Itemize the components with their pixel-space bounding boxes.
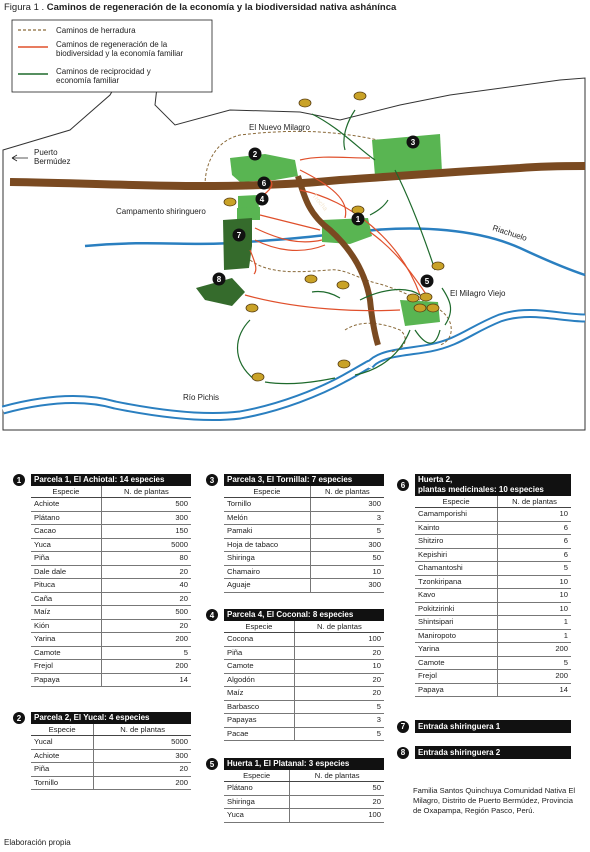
legend-herradura: Caminos de herradura (56, 26, 136, 35)
species-cell: Cocona (224, 633, 294, 647)
campamento-label: Campamento shiringuero (116, 207, 206, 216)
entrada-2-badge: 8 (397, 747, 409, 759)
species-cell: Camamporishi (415, 508, 498, 522)
house-icon (420, 293, 432, 301)
plant-count-cell: 150 (101, 525, 191, 539)
plant-count-cell: 50 (290, 782, 384, 796)
plant-count-cell: 40 (101, 579, 191, 593)
plant-count-cell: 200 (101, 660, 191, 674)
column-header-especie: Especie (224, 621, 294, 633)
legend-regeneracion-2: biodiversidad y la economía familiar (56, 49, 184, 58)
species-cell: Kavo (415, 589, 498, 603)
plant-count-cell: 14 (498, 683, 571, 697)
plant-count-cell: 5 (498, 562, 571, 576)
plant-count-cell: 3 (294, 714, 384, 728)
table-parcela-4 (206, 609, 384, 741)
nuevo-milagro-label: El Nuevo Milagro (249, 123, 310, 132)
table-row (415, 616, 571, 630)
parcel-7-shape (223, 218, 252, 270)
table-row (31, 565, 191, 579)
column-header-plantas: N. de plantas (290, 770, 384, 782)
species-cell: Piña (31, 552, 101, 566)
plant-count-cell: 10 (498, 589, 571, 603)
plant-count-cell: 6 (498, 548, 571, 562)
figure-prefix: Figura 1 . (4, 2, 45, 13)
svg-text:4: 4 (259, 195, 265, 204)
species-cell: Dale dale (31, 565, 101, 579)
house-icon (252, 373, 264, 381)
table-row (224, 673, 384, 687)
species-cell: Yuca (224, 809, 290, 823)
puerto-arrow (12, 155, 28, 161)
table-row (31, 736, 191, 750)
table-row (224, 714, 384, 728)
species-cell: Tornillo (224, 498, 310, 512)
house-icon (338, 360, 350, 368)
species-cell: Papayas (224, 714, 294, 728)
plant-count-cell: 20 (101, 565, 191, 579)
plant-count-cell: 5 (498, 656, 571, 670)
table-row (224, 646, 384, 660)
species-cell: Shintsipari (415, 616, 498, 630)
plant-count-cell: 1 (498, 616, 571, 630)
table-6-grid (415, 496, 571, 697)
house-icon (224, 198, 236, 206)
column-header-especie: Especie (31, 724, 94, 736)
species-cell: Plátano (224, 782, 290, 796)
species-cell: Pamaki (224, 525, 310, 539)
svg-text:2: 2 (252, 150, 258, 159)
species-cell: Papaya (415, 683, 498, 697)
table-row (224, 660, 384, 674)
plant-count-cell: 6 (498, 535, 571, 549)
species-cell: Shiringa (224, 552, 310, 566)
table-parcela-1 (13, 474, 191, 687)
table-row (224, 498, 384, 512)
table-row (224, 795, 384, 809)
table-huerta-2 (397, 474, 571, 697)
column-header-plantas: N. de plantas (310, 486, 384, 498)
species-cell: Chamantoshi (415, 562, 498, 576)
table-4-grid (224, 621, 384, 741)
table-row (415, 643, 571, 657)
table-row (31, 606, 191, 620)
house-icon (354, 92, 366, 100)
plant-count-cell: 5 (310, 525, 384, 539)
rio-pichis-inner (3, 314, 585, 417)
figure-title-text: Caminos de regeneración de la economía y la biodiversidad nativa ashánínca (46, 2, 397, 13)
plant-count-cell: 200 (101, 633, 191, 647)
plant-count-cell: 5000 (101, 538, 191, 552)
species-cell: Frejol (31, 660, 101, 674)
column-header-especie: Especie (224, 486, 310, 498)
table-row (224, 633, 384, 647)
legend-reciprocidad-1: Caminos de reciprocidad y (56, 67, 151, 76)
table-row (224, 727, 384, 741)
table-row (224, 565, 384, 579)
species-cell: Achiote (31, 498, 101, 512)
table-2-grid (31, 724, 191, 790)
column-header-especie: Especie (31, 486, 101, 498)
table-6-title-2: plantas medicinales: 10 especies (418, 485, 544, 494)
species-cell: Papaya (31, 673, 101, 687)
svg-text:8: 8 (216, 275, 222, 284)
species-cell: Kión (31, 619, 101, 633)
species-cell: Pokitzirinki (415, 602, 498, 616)
table-huerta-1 (206, 758, 384, 823)
plant-count-cell: 14 (101, 673, 191, 687)
species-cell: Piña (224, 646, 294, 660)
table-row (31, 592, 191, 606)
species-cell: Yucal (31, 736, 94, 750)
table-row (415, 602, 571, 616)
rio-pichis-label: Río Pichis (183, 393, 220, 402)
milagro-viejo-label: El Milagro Viejo (450, 289, 506, 298)
species-cell: Chamairo (224, 565, 310, 579)
plant-count-cell: 5000 (94, 736, 191, 750)
house-icon (414, 304, 426, 312)
plant-count-cell: 300 (94, 749, 191, 763)
table-row (31, 525, 191, 539)
house-icon (305, 275, 317, 283)
species-cell: Maíz (224, 687, 294, 701)
table-row (224, 579, 384, 593)
entrada-1-label: Entrada shiringuera 1 (415, 720, 571, 733)
trocha-road (298, 176, 378, 345)
entrada-2-label: Entrada shiringuera 2 (415, 746, 571, 759)
plant-count-cell: 300 (310, 579, 384, 593)
table-row (415, 589, 571, 603)
plant-count-cell: 200 (498, 670, 571, 684)
table-row (224, 552, 384, 566)
species-cell: Barbasco (224, 700, 294, 714)
trocha-label: Trocha (310, 192, 329, 213)
table-row (415, 508, 571, 522)
species-cell: Tzonkiripana (415, 575, 498, 589)
table-row (415, 548, 571, 562)
species-cell: Maíz (31, 606, 101, 620)
table-2-title: Parcela 2, El Yucal: 4 especies (31, 712, 191, 724)
species-cell: Kainto (415, 521, 498, 535)
plant-count-cell: 3 (310, 511, 384, 525)
species-cell: Caña (31, 592, 101, 606)
table-row (31, 763, 191, 777)
table-6-badge: 6 (397, 479, 409, 491)
table-row (415, 575, 571, 589)
table-row (31, 511, 191, 525)
table-4-badge: 4 (206, 609, 218, 621)
plant-count-cell: 20 (294, 687, 384, 701)
table-row (224, 687, 384, 701)
table-row (31, 579, 191, 593)
map-diagram (0, 14, 590, 454)
table-row (415, 683, 571, 697)
house-icon (432, 262, 444, 270)
column-header-plantas: N. de plantas (498, 496, 571, 508)
table-row (415, 629, 571, 643)
plant-count-cell: 5 (101, 646, 191, 660)
plant-count-cell: 100 (294, 633, 384, 647)
plant-count-cell: 20 (290, 795, 384, 809)
entrada-1-badge: 7 (397, 721, 409, 733)
table-3-title: Parcela 3, El Tornillal: 7 especies (224, 474, 384, 486)
plant-count-cell: 20 (294, 673, 384, 687)
svg-text:5: 5 (424, 277, 430, 286)
puerto-label-1: Puerto (34, 148, 58, 157)
species-cell: Frejol (415, 670, 498, 684)
column-header-especie: Especie (224, 770, 290, 782)
table-5-badge: 5 (206, 758, 218, 770)
table-3-grid (224, 486, 384, 593)
plant-count-cell: 200 (94, 776, 191, 790)
table-row (224, 700, 384, 714)
column-header-plantas: N. de plantas (94, 724, 191, 736)
plant-count-cell: 10 (310, 565, 384, 579)
table-3-badge: 3 (206, 474, 218, 486)
table-row (415, 521, 571, 535)
table-parcela-2 (13, 712, 191, 790)
table-row (31, 633, 191, 647)
species-cell: Camote (31, 646, 101, 660)
species-cell: Achiote (31, 749, 94, 763)
parcel-4-shape (237, 207, 260, 220)
plant-count-cell: 10 (294, 660, 384, 674)
table-row (415, 562, 571, 576)
plant-count-cell: 10 (498, 602, 571, 616)
table-row (224, 525, 384, 539)
plant-count-cell: 1 (498, 629, 571, 643)
plant-count-cell: 5 (294, 700, 384, 714)
species-cell: Shitziro (415, 535, 498, 549)
species-cell: Yuca (31, 538, 101, 552)
plant-count-cell: 200 (498, 643, 571, 657)
svg-text:3: 3 (410, 138, 416, 147)
puerto-label-2: Bermúdez (34, 157, 71, 166)
species-cell: Yarina (415, 643, 498, 657)
plant-count-cell: 20 (294, 646, 384, 660)
credit: Elaboración propia (4, 838, 71, 847)
plant-count-cell: 20 (101, 592, 191, 606)
table-row (31, 619, 191, 633)
species-cell: Plátano (31, 511, 101, 525)
table-row (31, 776, 191, 790)
species-cell: Algodón (224, 673, 294, 687)
house-icon (299, 99, 311, 107)
plant-count-cell: 300 (101, 511, 191, 525)
plant-count-cell: 20 (94, 763, 191, 777)
table-1-grid (31, 486, 191, 687)
plant-count-cell: 100 (290, 809, 384, 823)
plant-count-cell: 300 (310, 538, 384, 552)
house-icon (427, 304, 439, 312)
species-cell: Aguaje (224, 579, 310, 593)
column-header-especie: Especie (415, 496, 498, 508)
location-note: Familia Santos Quinchuya Comunidad Nativa El Milagro, Distrito de Puerto Bermúdez, Provincia de Oxapampa, Región Pasco, Perú. (413, 786, 576, 815)
species-cell: Melón (224, 511, 310, 525)
table-row (31, 660, 191, 674)
table-row (224, 538, 384, 552)
legend-regeneracion-1: Caminos de regeneración de la (56, 40, 168, 49)
species-cell: Cacao (31, 525, 101, 539)
species-cell: Tornillo (31, 776, 94, 790)
entrada-1 (397, 720, 571, 733)
table-row (415, 535, 571, 549)
table-row (224, 809, 384, 823)
plant-count-cell: 500 (101, 498, 191, 512)
species-cell: Maniropoto (415, 629, 498, 643)
svg-text:7: 7 (236, 231, 242, 240)
table-parcela-3 (206, 474, 384, 593)
species-cell: Kepishiri (415, 548, 498, 562)
species-cell: Piña (31, 763, 94, 777)
plant-count-cell: 20 (101, 619, 191, 633)
svg-text:6: 6 (261, 179, 267, 188)
plant-count-cell: 50 (310, 552, 384, 566)
table-5-grid (224, 770, 384, 823)
species-cell: Pacae (224, 727, 294, 741)
column-header-plantas: N. de plantas (101, 486, 191, 498)
table-row (31, 498, 191, 512)
entrada-2 (397, 746, 571, 759)
table-row (31, 538, 191, 552)
table-row (224, 511, 384, 525)
house-icon (246, 304, 258, 312)
plant-count-cell: 300 (310, 498, 384, 512)
table-6-title-1: Huerta 2, (418, 475, 453, 484)
plant-count-cell: 10 (498, 508, 571, 522)
plant-count-cell: 5 (294, 727, 384, 741)
species-cell: Shiringa (224, 795, 290, 809)
table-row (415, 670, 571, 684)
column-header-plantas: N. de plantas (294, 621, 384, 633)
table-row (415, 656, 571, 670)
species-cell: Hoja de tabaco (224, 538, 310, 552)
table-row (224, 782, 384, 796)
plant-count-cell: 80 (101, 552, 191, 566)
table-row (31, 552, 191, 566)
table-1-badge: 1 (13, 474, 25, 486)
plant-count-cell: 10 (498, 575, 571, 589)
species-cell: Yarina (31, 633, 101, 647)
legend-reciprocidad-2: economía familiar (56, 76, 120, 85)
species-cell: Pituca (31, 579, 101, 593)
table-row (31, 673, 191, 687)
legend (12, 20, 212, 92)
species-cell: Camote (224, 660, 294, 674)
table-4-title: Parcela 4, El Coconal: 8 especies (224, 609, 384, 621)
species-cell: Camote (415, 656, 498, 670)
plant-count-cell: 6 (498, 521, 571, 535)
table-1-title: Parcela 1, El Achiotal: 14 especies (31, 474, 191, 486)
table-2-badge: 2 (13, 712, 25, 724)
table-6-title (415, 474, 571, 496)
house-icon (337, 281, 349, 289)
svg-text:1: 1 (355, 215, 361, 224)
table-row (31, 749, 191, 763)
plant-count-cell: 500 (101, 606, 191, 620)
table-5-title: Huerta 1, El Platanal: 3 especies (224, 758, 384, 770)
riachuelo-label: Riachuelo (491, 223, 528, 243)
house-icon (407, 294, 419, 302)
figure-title (4, 2, 396, 13)
table-row (31, 646, 191, 660)
